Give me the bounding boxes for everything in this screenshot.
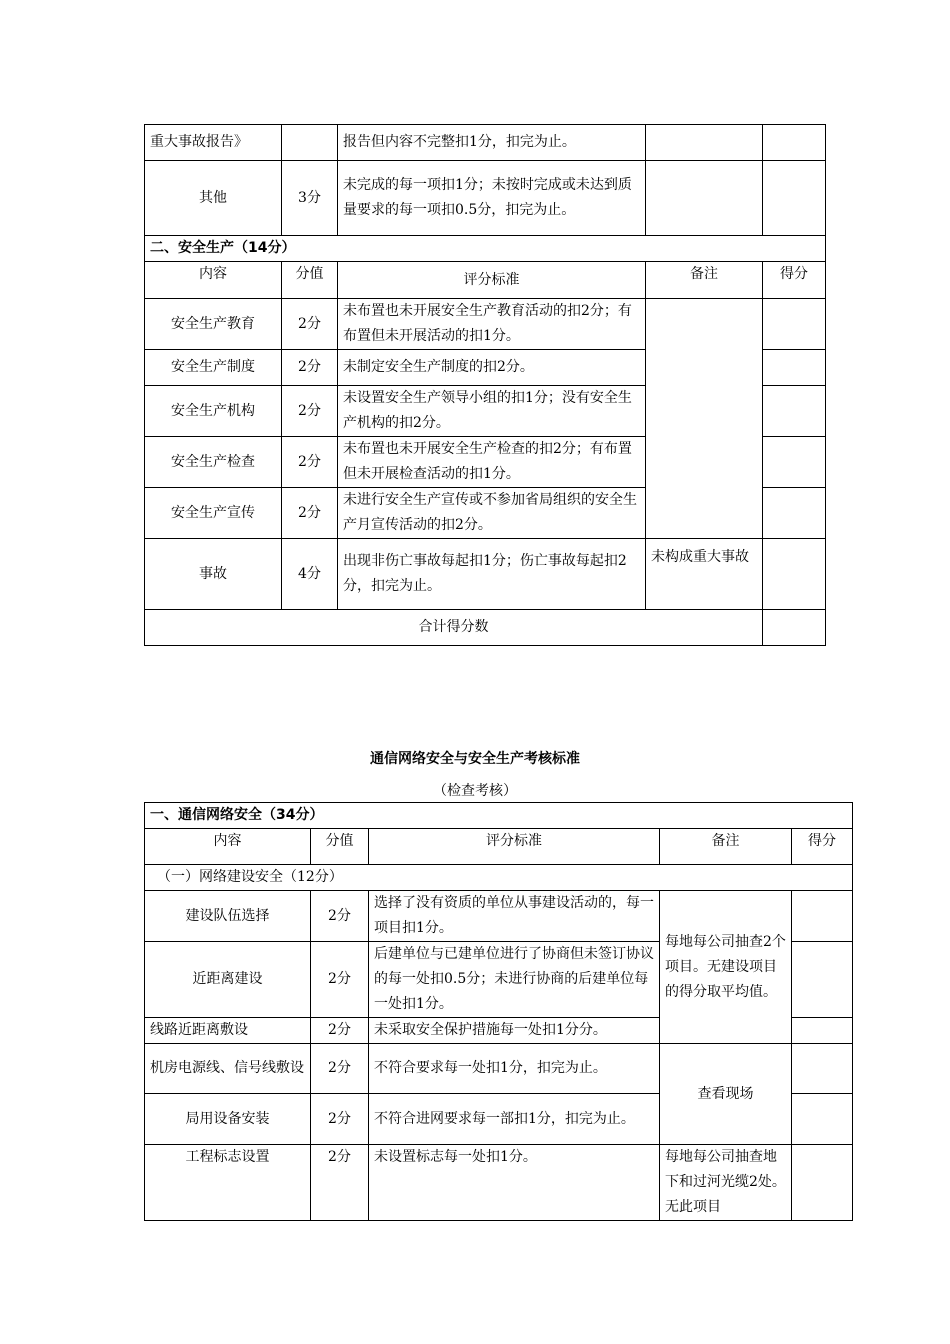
total-label: 合计得分数 bbox=[145, 610, 763, 646]
section-title: 一、通信网络安全（34分） bbox=[145, 803, 853, 829]
cell-criteria: 不符合要求每一处扣1分，扣完为止。 bbox=[369, 1044, 660, 1094]
cell-got bbox=[763, 299, 826, 350]
cell-note bbox=[646, 299, 763, 539]
total-value bbox=[763, 610, 826, 646]
cell-content: 安全生产宣传 bbox=[145, 488, 282, 539]
scoring-table-safety bbox=[144, 124, 826, 646]
cell-score: 2分 bbox=[311, 942, 369, 1018]
cell-criteria: 未完成的每一项扣1分；未按时完成或未达到质量要求的每一项扣0.5分，扣完为止。 bbox=[338, 161, 646, 236]
cell-score: 2分 bbox=[311, 1018, 369, 1044]
cell-criteria: 出现非伤亡事故每起扣1分；伤亡事故每起扣2分，扣完为止。 bbox=[338, 539, 646, 610]
cell-criteria: 报告但内容不完整扣1分，扣完为止。 bbox=[338, 125, 646, 161]
cell-score: 2分 bbox=[282, 350, 338, 386]
cell-criteria: 未进行安全生产宣传或不参加省局组织的安全生产月宣传活动的扣2分。 bbox=[338, 488, 646, 539]
section-title-row bbox=[145, 803, 853, 829]
cell-score: 2分 bbox=[282, 299, 338, 350]
cell-score: 2分 bbox=[311, 1145, 369, 1221]
section-title-row bbox=[145, 236, 826, 262]
cell-note bbox=[646, 125, 763, 161]
cell-score: 2分 bbox=[282, 386, 338, 437]
header-content: 内容 bbox=[145, 829, 311, 865]
cell-got bbox=[792, 1018, 853, 1044]
cell-criteria: 未采取安全保护措施每一处扣1分分。 bbox=[369, 1018, 660, 1044]
cell-got bbox=[763, 386, 826, 437]
header-criteria: 评分标准 bbox=[369, 829, 660, 865]
table-row bbox=[145, 539, 826, 610]
cell-score: 2分 bbox=[311, 1044, 369, 1094]
cell-content: 安全生产机构 bbox=[145, 386, 282, 437]
header-note: 备注 bbox=[646, 262, 763, 299]
cell-criteria: 未布置也未开展安全生产检查的扣2分；有布置但未开展检查活动的扣1分。 bbox=[338, 437, 646, 488]
cell-note: 查看现场 bbox=[660, 1044, 792, 1145]
cell-got bbox=[763, 437, 826, 488]
cell-got bbox=[792, 1044, 853, 1094]
cell-note: 未构成重大事故 bbox=[646, 539, 763, 610]
cell-score: 3分 bbox=[282, 161, 338, 236]
cell-content: 安全生产检查 bbox=[145, 437, 282, 488]
cell-content: 安全生产教育 bbox=[145, 299, 282, 350]
header-got: 得分 bbox=[763, 262, 826, 299]
total-row bbox=[145, 610, 826, 646]
scoring-table-network bbox=[144, 802, 853, 1221]
cell-criteria: 后建单位与已建单位进行了协商但未签订协议的每一处扣0.5分；未进行协商的后建单位每一处扣1分。 bbox=[369, 942, 660, 1018]
cell-content: 工程标志设置 bbox=[145, 1145, 311, 1221]
cell-criteria: 未布置也未开展安全生产教育活动的扣2分；有布置但未开展活动的扣1分。 bbox=[338, 299, 646, 350]
table-row bbox=[145, 125, 826, 161]
cell-note: 每地每公司抽查2个项目。无建设项目的得分取平均值。 bbox=[660, 891, 792, 1044]
subsection-title: （一）网络建设安全（12分） bbox=[145, 865, 853, 891]
cell-note bbox=[646, 161, 763, 236]
cell-criteria: 选择了没有资质的单位从事建设活动的，每一项目扣1分。 bbox=[369, 891, 660, 942]
table-row bbox=[145, 161, 826, 236]
header-content: 内容 bbox=[145, 262, 282, 299]
cell-score bbox=[282, 125, 338, 161]
header-row bbox=[145, 829, 853, 865]
cell-score: 2分 bbox=[282, 488, 338, 539]
header-note: 备注 bbox=[660, 829, 792, 865]
cell-content: 线路近距离敷设 bbox=[145, 1018, 311, 1044]
cell-got bbox=[792, 1145, 853, 1221]
cell-content: 局用设备安装 bbox=[145, 1094, 311, 1145]
cell-content: 近距离建设 bbox=[145, 942, 311, 1018]
cell-score: 2分 bbox=[311, 1094, 369, 1145]
header-score: 分值 bbox=[282, 262, 338, 299]
cell-criteria: 未设置标志每一处扣1分。 bbox=[369, 1145, 660, 1221]
header-row bbox=[145, 262, 826, 299]
subsection-row bbox=[145, 865, 853, 891]
document-title: 通信网络安全与安全生产考核标准 bbox=[370, 751, 580, 767]
table-row bbox=[145, 299, 826, 350]
cell-content: 建设队伍选择 bbox=[145, 891, 311, 942]
cell-criteria: 未制定安全生产制度的扣2分。 bbox=[338, 350, 646, 386]
header-score: 分值 bbox=[311, 829, 369, 865]
cell-criteria: 不符合进网要求每一部扣1分，扣完为止。 bbox=[369, 1094, 660, 1145]
cell-content: 重大事故报告》 bbox=[145, 125, 282, 161]
header-got: 得分 bbox=[792, 829, 853, 865]
cell-got bbox=[763, 161, 826, 236]
section-title: 二、安全生产（14分） bbox=[145, 236, 826, 262]
table-row bbox=[145, 1044, 853, 1094]
cell-got bbox=[763, 350, 826, 386]
cell-score: 4分 bbox=[282, 539, 338, 610]
cell-score: 2分 bbox=[311, 891, 369, 942]
cell-content: 事故 bbox=[145, 539, 282, 610]
cell-got bbox=[792, 891, 853, 942]
cell-got bbox=[763, 125, 826, 161]
cell-score: 2分 bbox=[282, 437, 338, 488]
table-row bbox=[145, 891, 853, 942]
cell-got bbox=[792, 1094, 853, 1145]
cell-criteria: 未设置安全生产领导小组的扣1分；没有安全生产机构的扣2分。 bbox=[338, 386, 646, 437]
document-subtitle: （检查考核） bbox=[433, 783, 517, 799]
cell-content: 机房电源线、信号线敷设 bbox=[145, 1044, 311, 1094]
cell-got bbox=[763, 539, 826, 610]
cell-got bbox=[792, 942, 853, 1018]
cell-content: 安全生产制度 bbox=[145, 350, 282, 386]
table-row bbox=[145, 1145, 853, 1221]
cell-content: 其他 bbox=[145, 161, 282, 236]
cell-note: 每地每公司抽查地下和过河光缆2处。无此项目 bbox=[660, 1145, 792, 1221]
header-criteria: 评分标准 bbox=[338, 262, 646, 299]
cell-got bbox=[763, 488, 826, 539]
